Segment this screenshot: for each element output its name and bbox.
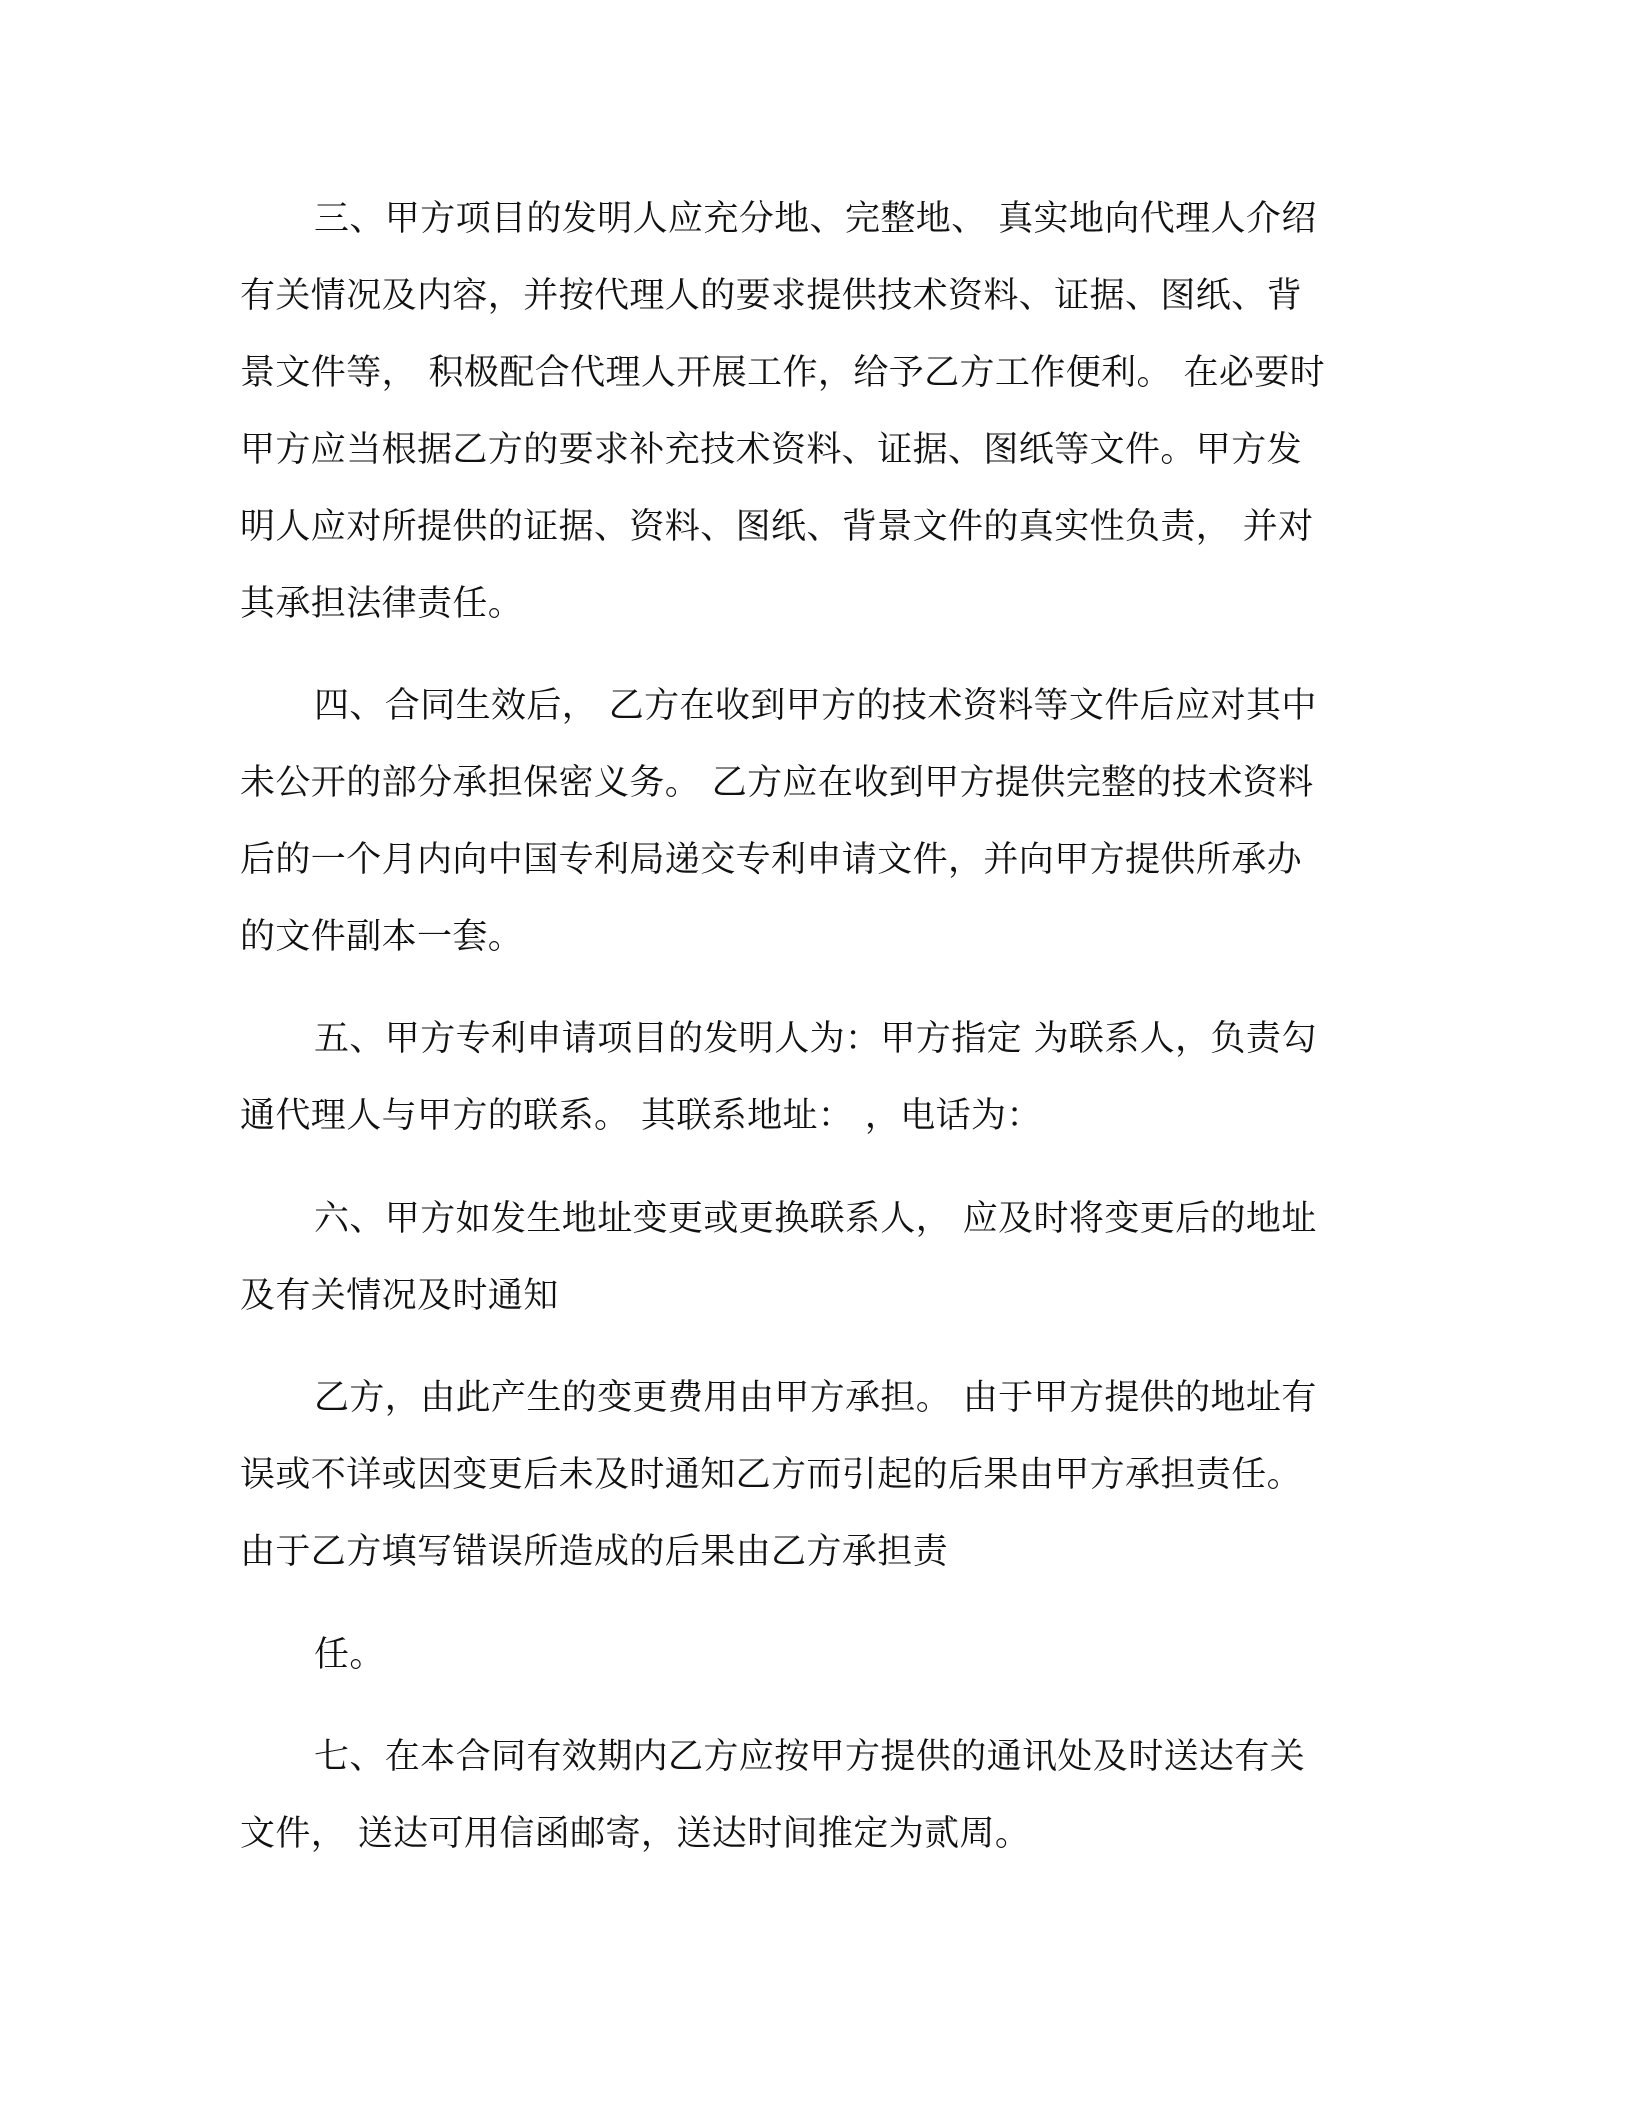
paragraph-line: 误或不详或因变更后未及时通知乙方而引起的后果由甲方承担责任。 [240, 1455, 1303, 1495]
paragraph-line: 四、合同生效后， 乙方在收到甲方的技术资料等文件后应对其中 [314, 686, 1317, 726]
paragraph-line: 三、甲方项目的发明人应充分地、完整地、 真实地向代理人介绍 [314, 199, 1317, 239]
paragraph-line: 乙方，由此产生的变更费用由甲方承担。 由于甲方提供的地址有 [314, 1378, 1317, 1418]
paragraph-line: 明人应对所提供的证据、资料、图纸、背景文件的真实性负责， 并对 [240, 507, 1314, 547]
paragraph-line: 其承担法律责任。 [240, 584, 524, 624]
paragraph-line: 通代理人与甲方的联系。 其联系地址： ，电话为： [240, 1096, 1042, 1136]
paragraph-line: 七、在本合同有效期内乙方应按甲方提供的通讯处及时送达有关 [314, 1737, 1306, 1777]
paragraph-line: 未公开的部分承担保密义务。 乙方应在收到甲方提供完整的技术资料 [240, 763, 1314, 803]
paragraph-line: 任。 [314, 1635, 385, 1675]
paragraph-line: 六、甲方如发生地址变更或更换联系人， 应及时将变更后的地址 [314, 1199, 1317, 1239]
paragraph-line: 文件， 送达可用信函邮寄，送达时间推定为贰周。 [240, 1814, 1031, 1854]
paragraph-line: 有关情况及内容，并按代理人的要求提供技术资料、证据、图纸、背 [240, 276, 1303, 316]
paragraph-line: 后的一个月内向中国专利局递交专利申请文件，并向甲方提供所承办 [240, 840, 1303, 880]
paragraph-line: 的文件副本一套。 [240, 917, 524, 957]
paragraph-line: 五、甲方专利申请项目的发明人为：甲方指定 为联系人，负责勾 [314, 1019, 1317, 1059]
paragraph-line: 景文件等， 积极配合代理人开展工作，给予乙方工作便利。 在必要时 [240, 353, 1326, 393]
paragraph-line: 及有关情况及时通知 [240, 1276, 559, 1316]
paragraph-line: 由于乙方填写错误所造成的后果由乙方承担责 [240, 1532, 949, 1572]
paragraph-line: 甲方应当根据乙方的要求补充技术资料、证据、图纸等文件。甲方发 [240, 430, 1303, 470]
